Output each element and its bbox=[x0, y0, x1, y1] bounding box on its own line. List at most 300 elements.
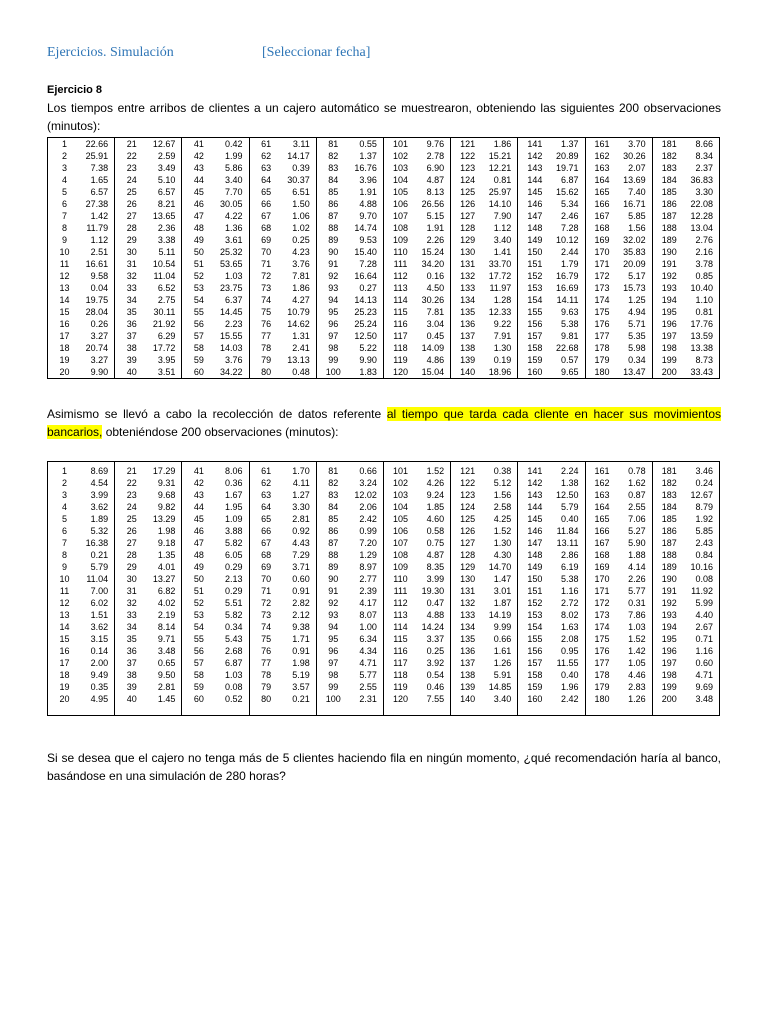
observation-index: 50 bbox=[193, 574, 204, 584]
observation-index: 195 bbox=[661, 634, 677, 644]
observation-index: 112 bbox=[393, 271, 408, 281]
observation-value: 0.35 bbox=[81, 681, 115, 693]
observation-index: 88 bbox=[328, 550, 339, 560]
observation-index: 65 bbox=[261, 514, 272, 524]
table-row bbox=[48, 150, 720, 162]
observation-value: 8.13 bbox=[417, 186, 451, 198]
observation-value: 30.11 bbox=[148, 306, 182, 318]
observation-index: 175 bbox=[594, 634, 610, 644]
observation-index: 155 bbox=[527, 634, 543, 644]
header-title: Ejercicios. Simulación bbox=[47, 45, 174, 60]
observation-index: 83 bbox=[328, 163, 339, 173]
table-row bbox=[48, 657, 720, 669]
observation-index: 63 bbox=[261, 490, 272, 500]
observation-index: 112 bbox=[393, 598, 408, 608]
observation-value: 0.71 bbox=[695, 634, 713, 644]
observation-index: 116 bbox=[393, 319, 408, 329]
observation-index: 103 bbox=[392, 490, 408, 500]
observation-index: 49 bbox=[193, 562, 204, 572]
observation-value: 1.98 bbox=[148, 525, 182, 537]
observation-value: 16.79 bbox=[551, 270, 585, 282]
observation-index: 25 bbox=[126, 514, 137, 524]
observation-value: 1.99 bbox=[215, 150, 249, 162]
observation-index: 129 bbox=[460, 562, 476, 572]
observation-index: 87 bbox=[328, 211, 339, 221]
observation-index: 24 bbox=[126, 502, 137, 512]
observation-index: 132 bbox=[460, 598, 476, 608]
observation-value: 2.82 bbox=[283, 597, 317, 609]
table-row bbox=[48, 513, 720, 525]
observation-index: 60 bbox=[193, 694, 204, 704]
observation-value: 9.90 bbox=[81, 366, 115, 379]
observation-value: 3.78 bbox=[695, 259, 713, 269]
observation-index: 20 bbox=[59, 694, 70, 704]
observation-index: 114 bbox=[393, 295, 408, 305]
observation-index: 24 bbox=[126, 175, 137, 185]
observation-value: 2.23 bbox=[215, 318, 249, 330]
observation-value: 1.71 bbox=[283, 633, 317, 645]
observation-value: 28.04 bbox=[81, 306, 115, 318]
observation-index: 5 bbox=[62, 187, 68, 197]
observation-index: 187 bbox=[661, 211, 677, 221]
observation-value: 12.33 bbox=[484, 306, 518, 318]
observation-index: 71 bbox=[261, 259, 272, 269]
observation-index: 144 bbox=[527, 502, 543, 512]
observation-index: 161 bbox=[594, 139, 610, 149]
observation-index: 108 bbox=[392, 223, 408, 233]
observation-index: 35 bbox=[126, 307, 137, 317]
observation-value: 14.11 bbox=[551, 294, 585, 306]
observation-index: 9 bbox=[62, 562, 68, 572]
observation-value: 3.38 bbox=[148, 234, 182, 246]
observation-value: 1.28 bbox=[484, 294, 518, 306]
observation-index: 128 bbox=[460, 223, 476, 233]
table-row bbox=[48, 669, 720, 681]
observation-value: 2.78 bbox=[417, 150, 451, 162]
table-row bbox=[48, 354, 720, 366]
observation-index: 26 bbox=[126, 526, 137, 536]
observation-index: 71 bbox=[261, 586, 272, 596]
table-row bbox=[48, 318, 720, 330]
observation-value: 1.67 bbox=[215, 489, 249, 501]
observation-index: 118 bbox=[393, 670, 408, 680]
observation-value: 10.79 bbox=[283, 306, 317, 318]
observation-index: 15 bbox=[59, 634, 70, 644]
observation-index: 151 bbox=[527, 259, 543, 269]
table-row bbox=[48, 270, 720, 282]
observation-value: 1.37 bbox=[350, 150, 384, 162]
observation-value: 2.13 bbox=[215, 573, 249, 585]
observation-value: 4.26 bbox=[417, 477, 451, 489]
observation-index: 63 bbox=[261, 163, 272, 173]
observation-index: 149 bbox=[527, 562, 543, 572]
observation-index: 157 bbox=[527, 658, 543, 668]
observation-value: 0.21 bbox=[283, 693, 317, 705]
observation-index: 120 bbox=[392, 367, 408, 377]
observation-value: 0.27 bbox=[350, 282, 384, 294]
observation-index: 111 bbox=[393, 586, 408, 596]
observation-value: 0.29 bbox=[215, 585, 249, 597]
page-header bbox=[47, 45, 721, 67]
observation-value: 0.66 bbox=[350, 462, 384, 478]
observation-index: 87 bbox=[328, 538, 339, 548]
observation-value: 9.38 bbox=[283, 621, 317, 633]
observation-value: 0.57 bbox=[551, 354, 585, 366]
observation-index: 94 bbox=[328, 622, 339, 632]
observation-value: 3.11 bbox=[283, 138, 317, 151]
table-row bbox=[48, 561, 720, 573]
observation-value: 0.29 bbox=[215, 561, 249, 573]
observation-value: 3.49 bbox=[148, 162, 182, 174]
observation-index: 194 bbox=[661, 622, 677, 632]
observation-value: 3.37 bbox=[417, 633, 451, 645]
observation-value: 5.77 bbox=[350, 669, 384, 681]
observation-index: 182 bbox=[661, 478, 677, 488]
observation-index: 136 bbox=[460, 646, 476, 656]
observation-index: 59 bbox=[193, 682, 204, 692]
observation-index: 48 bbox=[193, 223, 204, 233]
observation-index: 86 bbox=[328, 199, 339, 209]
observation-value: 20.89 bbox=[551, 150, 585, 162]
empty-cell bbox=[115, 705, 149, 716]
observation-index: 62 bbox=[261, 151, 272, 161]
observation-value: 1.86 bbox=[484, 138, 518, 151]
observation-index: 86 bbox=[328, 526, 339, 536]
observation-value: 3.40 bbox=[484, 693, 518, 705]
observation-value: 4.02 bbox=[148, 597, 182, 609]
observation-value: 12.21 bbox=[484, 162, 518, 174]
observation-index: 175 bbox=[594, 307, 610, 317]
observation-index: 93 bbox=[328, 610, 339, 620]
observation-value: 2.46 bbox=[551, 210, 585, 222]
observation-value: 8.35 bbox=[417, 561, 451, 573]
observation-index: 66 bbox=[261, 199, 272, 209]
observation-index: 140 bbox=[460, 694, 476, 704]
observation-value: 15.73 bbox=[619, 282, 653, 294]
observation-index: 123 bbox=[460, 490, 476, 500]
observation-index: 75 bbox=[261, 307, 272, 317]
observation-index: 150 bbox=[527, 574, 543, 584]
observation-value: 6.29 bbox=[148, 330, 182, 342]
observation-value: 17.76 bbox=[690, 319, 713, 329]
observation-value: 5.43 bbox=[215, 633, 249, 645]
empty-cell bbox=[417, 705, 451, 716]
observation-value: 5.11 bbox=[148, 246, 182, 258]
observation-index: 25 bbox=[126, 187, 137, 197]
observation-index: 46 bbox=[193, 526, 204, 536]
observation-index: 171 bbox=[594, 259, 610, 269]
observation-value: 13.38 bbox=[690, 343, 713, 353]
observation-index: 174 bbox=[594, 295, 610, 305]
observation-value: 0.25 bbox=[417, 645, 451, 657]
observation-index: 192 bbox=[661, 598, 677, 608]
observation-value: 13.69 bbox=[619, 174, 653, 186]
observation-index: 148 bbox=[527, 223, 543, 233]
observation-value: 17.72 bbox=[484, 270, 518, 282]
observation-index: 135 bbox=[460, 307, 476, 317]
observation-index: 181 bbox=[661, 139, 677, 149]
observation-index: 42 bbox=[193, 151, 204, 161]
observation-index: 85 bbox=[328, 187, 339, 197]
observation-value: 5.38 bbox=[551, 318, 585, 330]
observation-index: 142 bbox=[527, 151, 543, 161]
observation-index: 110 bbox=[393, 247, 408, 257]
observation-value: 22.08 bbox=[690, 199, 713, 209]
observation-index: 13 bbox=[59, 610, 70, 620]
observation-value: 33.43 bbox=[690, 367, 713, 377]
observation-index: 193 bbox=[661, 283, 677, 293]
observation-index: 169 bbox=[594, 235, 610, 245]
observation-index: 50 bbox=[193, 247, 204, 257]
observation-value: 6.87 bbox=[551, 174, 585, 186]
observation-index: 124 bbox=[460, 175, 476, 185]
observation-value: 1.35 bbox=[148, 549, 182, 561]
observation-value: 5.85 bbox=[695, 526, 713, 536]
observation-index: 186 bbox=[661, 199, 677, 209]
empty-cell bbox=[182, 705, 216, 716]
observation-index: 131 bbox=[460, 586, 476, 596]
observation-value: 7.90 bbox=[484, 210, 518, 222]
observation-index: 159 bbox=[527, 355, 543, 365]
observation-value: 0.66 bbox=[484, 633, 518, 645]
observation-value: 2.72 bbox=[551, 597, 585, 609]
observation-index: 141 bbox=[527, 139, 543, 149]
observation-value: 13.04 bbox=[690, 223, 713, 233]
observation-value: 1.12 bbox=[484, 222, 518, 234]
observation-value: 5.27 bbox=[619, 525, 653, 537]
table-row bbox=[48, 621, 720, 633]
observation-value: 15.62 bbox=[551, 186, 585, 198]
observation-value: 14.85 bbox=[484, 681, 518, 693]
empty-cell bbox=[283, 705, 317, 716]
observation-value: 4.95 bbox=[81, 693, 115, 705]
observation-index: 57 bbox=[193, 658, 204, 668]
observation-value: 1.65 bbox=[81, 174, 115, 186]
observation-index: 7 bbox=[62, 538, 68, 548]
observation-index: 32 bbox=[126, 598, 137, 608]
observation-value: 1.38 bbox=[551, 477, 585, 489]
observation-value: 0.19 bbox=[484, 354, 518, 366]
observation-index: 137 bbox=[460, 331, 476, 341]
observation-index: 53 bbox=[193, 283, 204, 293]
observation-value: 5.17 bbox=[619, 270, 653, 282]
observation-value: 5.51 bbox=[215, 597, 249, 609]
observation-index: 172 bbox=[594, 598, 610, 608]
observation-value: 0.58 bbox=[417, 525, 451, 537]
observation-value: 13.59 bbox=[690, 331, 713, 341]
observation-index: 93 bbox=[328, 283, 339, 293]
observation-value: 5.71 bbox=[619, 318, 653, 330]
observation-value: 1.03 bbox=[619, 621, 653, 633]
observation-value: 16.76 bbox=[350, 162, 384, 174]
observation-index: 43 bbox=[193, 163, 204, 173]
observation-value: 5.82 bbox=[215, 537, 249, 549]
observation-index: 185 bbox=[661, 187, 677, 197]
observation-index: 85 bbox=[328, 514, 339, 524]
observation-value: 14.13 bbox=[350, 294, 384, 306]
observation-value: 2.00 bbox=[81, 657, 115, 669]
observation-value: 3.76 bbox=[215, 354, 249, 366]
observation-index: 171 bbox=[594, 586, 610, 596]
observation-value: 4.50 bbox=[417, 282, 451, 294]
observation-value: 0.47 bbox=[417, 597, 451, 609]
observation-index: 106 bbox=[392, 199, 408, 209]
observation-value: 1.56 bbox=[484, 489, 518, 501]
observation-index: 107 bbox=[392, 211, 408, 221]
table-row bbox=[48, 234, 720, 246]
observation-value: 8.73 bbox=[695, 355, 713, 365]
observation-index: 7 bbox=[62, 211, 68, 221]
observation-value: 0.85 bbox=[695, 271, 713, 281]
observation-index: 120 bbox=[392, 694, 408, 704]
observation-value: 1.29 bbox=[350, 549, 384, 561]
observation-value: 0.04 bbox=[81, 282, 115, 294]
observation-value: 4.01 bbox=[148, 561, 182, 573]
observation-value: 5.91 bbox=[484, 669, 518, 681]
observation-index: 126 bbox=[460, 526, 476, 536]
empty-cell bbox=[148, 705, 182, 716]
observation-value: 1.52 bbox=[619, 633, 653, 645]
observation-value: 2.41 bbox=[283, 342, 317, 354]
observation-index: 49 bbox=[193, 235, 204, 245]
observation-value: 1.96 bbox=[551, 681, 585, 693]
table-row bbox=[48, 597, 720, 609]
observation-index: 178 bbox=[594, 343, 610, 353]
observation-value: 7.55 bbox=[417, 693, 451, 705]
observation-index: 141 bbox=[527, 466, 543, 476]
observation-index: 107 bbox=[392, 538, 408, 548]
table-row bbox=[48, 366, 720, 379]
observation-index: 35 bbox=[126, 634, 137, 644]
observation-value: 1.05 bbox=[619, 657, 653, 669]
observation-value: 35.83 bbox=[619, 246, 653, 258]
observation-index: 11 bbox=[59, 259, 70, 269]
observation-value: 2.55 bbox=[350, 681, 384, 693]
observation-value: 5.98 bbox=[619, 342, 653, 354]
observation-index: 74 bbox=[261, 295, 272, 305]
observation-value: 0.92 bbox=[283, 525, 317, 537]
observation-index: 126 bbox=[460, 199, 476, 209]
observation-index: 72 bbox=[261, 598, 272, 608]
observation-value: 6.57 bbox=[148, 186, 182, 198]
observation-value: 13.11 bbox=[551, 537, 585, 549]
observation-value: 0.84 bbox=[695, 550, 713, 560]
observation-value: 2.67 bbox=[695, 622, 713, 632]
observation-index: 165 bbox=[594, 187, 610, 197]
table-row bbox=[48, 585, 720, 597]
observation-value: 3.57 bbox=[283, 681, 317, 693]
table-row bbox=[48, 501, 720, 513]
observation-index: 182 bbox=[661, 151, 677, 161]
observation-index: 3 bbox=[62, 490, 68, 500]
observation-value: 7.29 bbox=[283, 549, 317, 561]
observation-index: 73 bbox=[261, 610, 272, 620]
observation-index: 41 bbox=[193, 139, 204, 149]
observation-index: 113 bbox=[393, 610, 408, 620]
observation-value: 4.60 bbox=[417, 513, 451, 525]
observation-value: 15.40 bbox=[350, 246, 384, 258]
arrival-times-table bbox=[47, 137, 720, 379]
observation-index: 69 bbox=[261, 235, 272, 245]
observation-value: 0.34 bbox=[619, 354, 653, 366]
observation-value: 1.88 bbox=[619, 549, 653, 561]
observation-index: 48 bbox=[193, 550, 204, 560]
observation-value: 11.04 bbox=[148, 270, 182, 282]
observation-index: 38 bbox=[126, 343, 137, 353]
observation-value: 14.10 bbox=[484, 198, 518, 210]
observation-index: 145 bbox=[527, 514, 543, 524]
observation-value: 18.96 bbox=[484, 366, 518, 379]
observation-index: 56 bbox=[193, 319, 204, 329]
observation-index: 106 bbox=[392, 526, 408, 536]
table-row bbox=[48, 693, 720, 705]
observation-value: 14.19 bbox=[484, 609, 518, 621]
observation-value: 0.81 bbox=[695, 307, 713, 317]
observation-value: 1.26 bbox=[484, 657, 518, 669]
observation-index: 166 bbox=[594, 526, 610, 536]
observation-value: 10.40 bbox=[690, 283, 713, 293]
observation-index: 16 bbox=[59, 319, 70, 329]
observation-index: 121 bbox=[460, 139, 476, 149]
observation-index: 176 bbox=[594, 319, 610, 329]
observation-value: 22.68 bbox=[551, 342, 585, 354]
observation-value: 7.28 bbox=[551, 222, 585, 234]
observation-value: 17.72 bbox=[148, 342, 182, 354]
observation-value: 0.78 bbox=[619, 462, 653, 478]
table-row bbox=[48, 282, 720, 294]
observation-value: 2.24 bbox=[551, 462, 585, 478]
observation-value: 14.62 bbox=[283, 318, 317, 330]
observation-index: 64 bbox=[261, 175, 272, 185]
observation-index: 19 bbox=[59, 355, 70, 365]
observation-value: 0.40 bbox=[551, 669, 585, 681]
observation-index: 47 bbox=[193, 538, 204, 548]
table-row bbox=[48, 174, 720, 186]
observation-value: 0.24 bbox=[695, 478, 713, 488]
observation-index: 9 bbox=[62, 235, 68, 245]
observation-index: 97 bbox=[328, 331, 339, 341]
observation-index: 140 bbox=[460, 367, 476, 377]
observation-value: 8.34 bbox=[695, 151, 713, 161]
observation-value: 6.02 bbox=[81, 597, 115, 609]
observation-index: 77 bbox=[261, 331, 272, 341]
observation-value: 5.90 bbox=[619, 537, 653, 549]
observation-index: 8 bbox=[62, 550, 68, 560]
observation-value: 3.15 bbox=[81, 633, 115, 645]
observation-value: 12.67 bbox=[690, 490, 713, 500]
date-picker-field[interactable]: [Seleccionar fecha] bbox=[262, 45, 371, 60]
observation-value: 0.81 bbox=[484, 174, 518, 186]
observation-value: 9.50 bbox=[148, 669, 182, 681]
empty-cell bbox=[585, 705, 619, 716]
observation-index: 180 bbox=[594, 367, 610, 377]
observation-index: 32 bbox=[126, 271, 137, 281]
observation-value: 6.34 bbox=[350, 633, 384, 645]
observation-index: 54 bbox=[193, 295, 204, 305]
observation-index: 161 bbox=[594, 466, 610, 476]
observation-index: 52 bbox=[193, 271, 204, 281]
observation-value: 2.83 bbox=[619, 681, 653, 693]
table-row bbox=[48, 633, 720, 645]
observation-value: 3.27 bbox=[81, 354, 115, 366]
observation-index: 195 bbox=[661, 307, 677, 317]
observation-index: 55 bbox=[193, 307, 204, 317]
observation-index: 179 bbox=[594, 682, 610, 692]
observation-index: 88 bbox=[328, 223, 339, 233]
observation-index: 177 bbox=[594, 658, 610, 668]
observation-index: 155 bbox=[527, 307, 543, 317]
observation-index: 158 bbox=[527, 343, 543, 353]
